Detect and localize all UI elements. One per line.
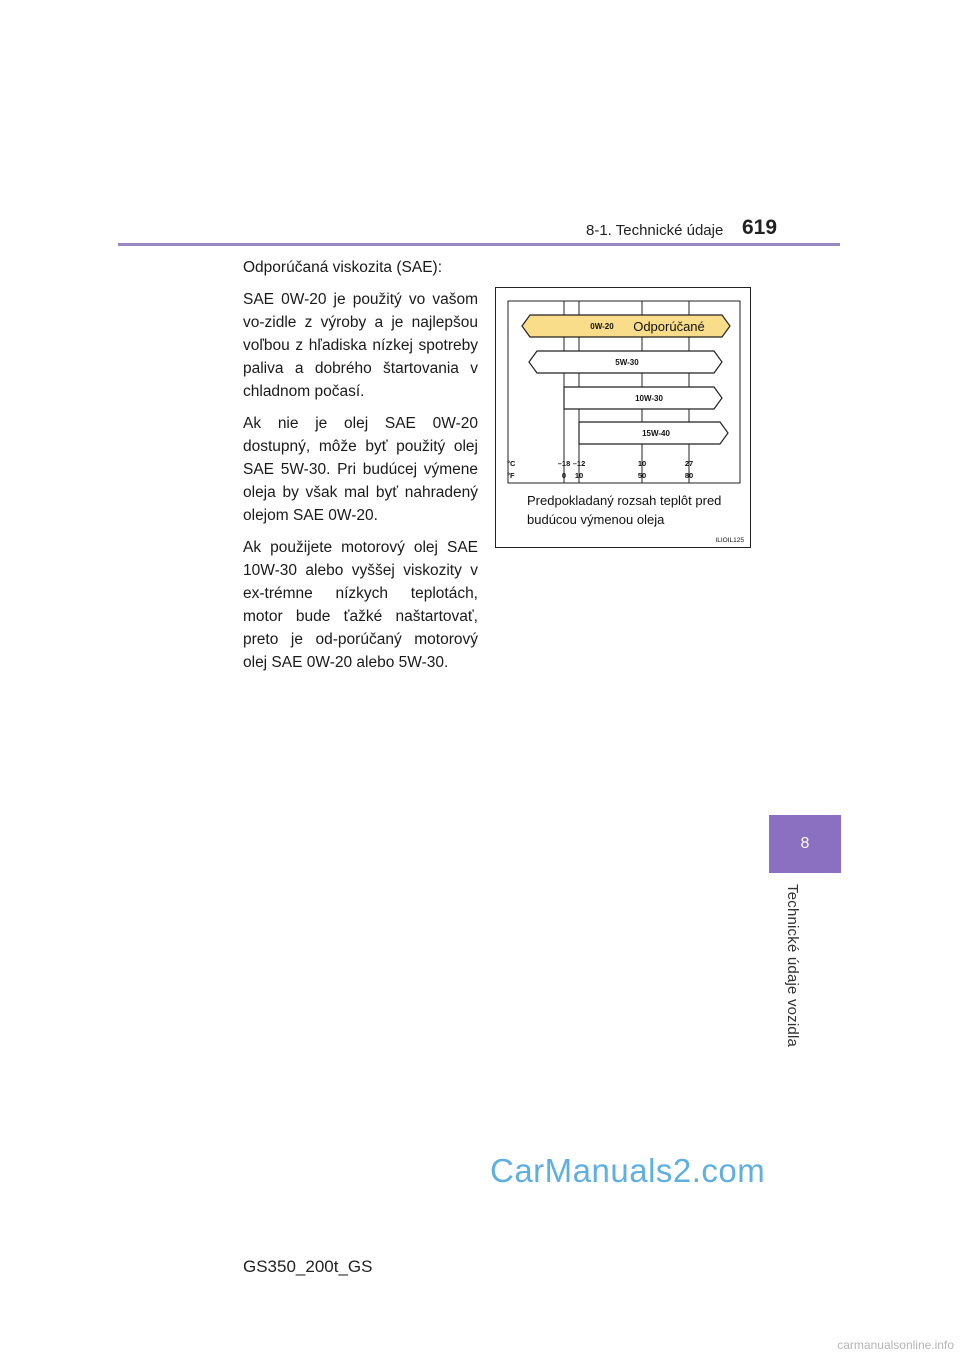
tick-f-10: 10: [574, 471, 584, 480]
bar-0w20-grade: 0W-20: [590, 322, 614, 331]
unit-fahrenheit: °F: [507, 471, 515, 480]
tick-c-neg18: –18: [557, 459, 571, 468]
watermark-carmanualsonline: carmanualsonline.info: [837, 1338, 954, 1352]
bar-15w40-grade: 15W-40: [642, 429, 670, 438]
caption-line-2: budúcou výmenou oleja: [527, 512, 665, 527]
footer-model: GS350_200t_GS: [243, 1257, 373, 1276]
watermark-carmanuals2: CarManuals2.com: [490, 1152, 766, 1189]
bar-5w30-grade: 5W-30: [615, 358, 639, 367]
chapter-tab: [769, 815, 841, 873]
paragraph-5w30: Ak nie je olej SAE 0W-20 dostupný, môže byť použitý olej SAE 5W-30. Pri budúcej výmene oleja by však mal byť nahradený olejom SAE 0W-20.: [243, 415, 478, 524]
tick-f-0: 0: [561, 471, 567, 480]
paragraph-viscosity: Odporúčaná viskozita (SAE):: [243, 259, 443, 276]
header-rule: [118, 243, 840, 246]
tick-f-50: 50: [637, 471, 647, 480]
chapter-title: Technické údaje vozidla: [784, 884, 801, 1048]
body-text: [243, 256, 478, 683]
paragraph-10w30: Ak použijete motorový olej SAE 10W-30 alebo vyššej viskozity v ex-trémne nízkych teplotách, motor bude ťažké naštartovať, preto je od-porúčaný motorový olej SAE 0W-20 alebo 5W-30.: [243, 539, 478, 671]
page-number: 619: [742, 216, 778, 239]
chapter-number: 8: [800, 835, 810, 852]
tick-f-80: 80: [684, 471, 694, 480]
tick-c-27: 27: [684, 459, 694, 468]
paragraph-0w20: SAE 0W-20 je použitý vo vašom vo-zidle z výroby a je najlepšou voľbou z hľadiska nízkej spotreby paliva a dobrého štartovania v chladnom počasí.: [243, 291, 478, 400]
tick-c-10: 10: [637, 459, 647, 468]
viscosity-chart: [496, 288, 752, 549]
section-title: 8-1. Technické údaje: [586, 222, 724, 239]
unit-celsius: °C: [507, 459, 516, 468]
tick-c-neg12: –12: [572, 459, 586, 468]
bar-10w30-grade: 10W-30: [635, 394, 663, 403]
viscosity-figure: [495, 287, 751, 548]
bar-0w20-label: Odporúčané: [633, 319, 705, 334]
figure-code: ILIOIL125: [715, 537, 744, 544]
caption-line-1: Predpokladaný rozsah teplôt pred: [527, 493, 722, 508]
